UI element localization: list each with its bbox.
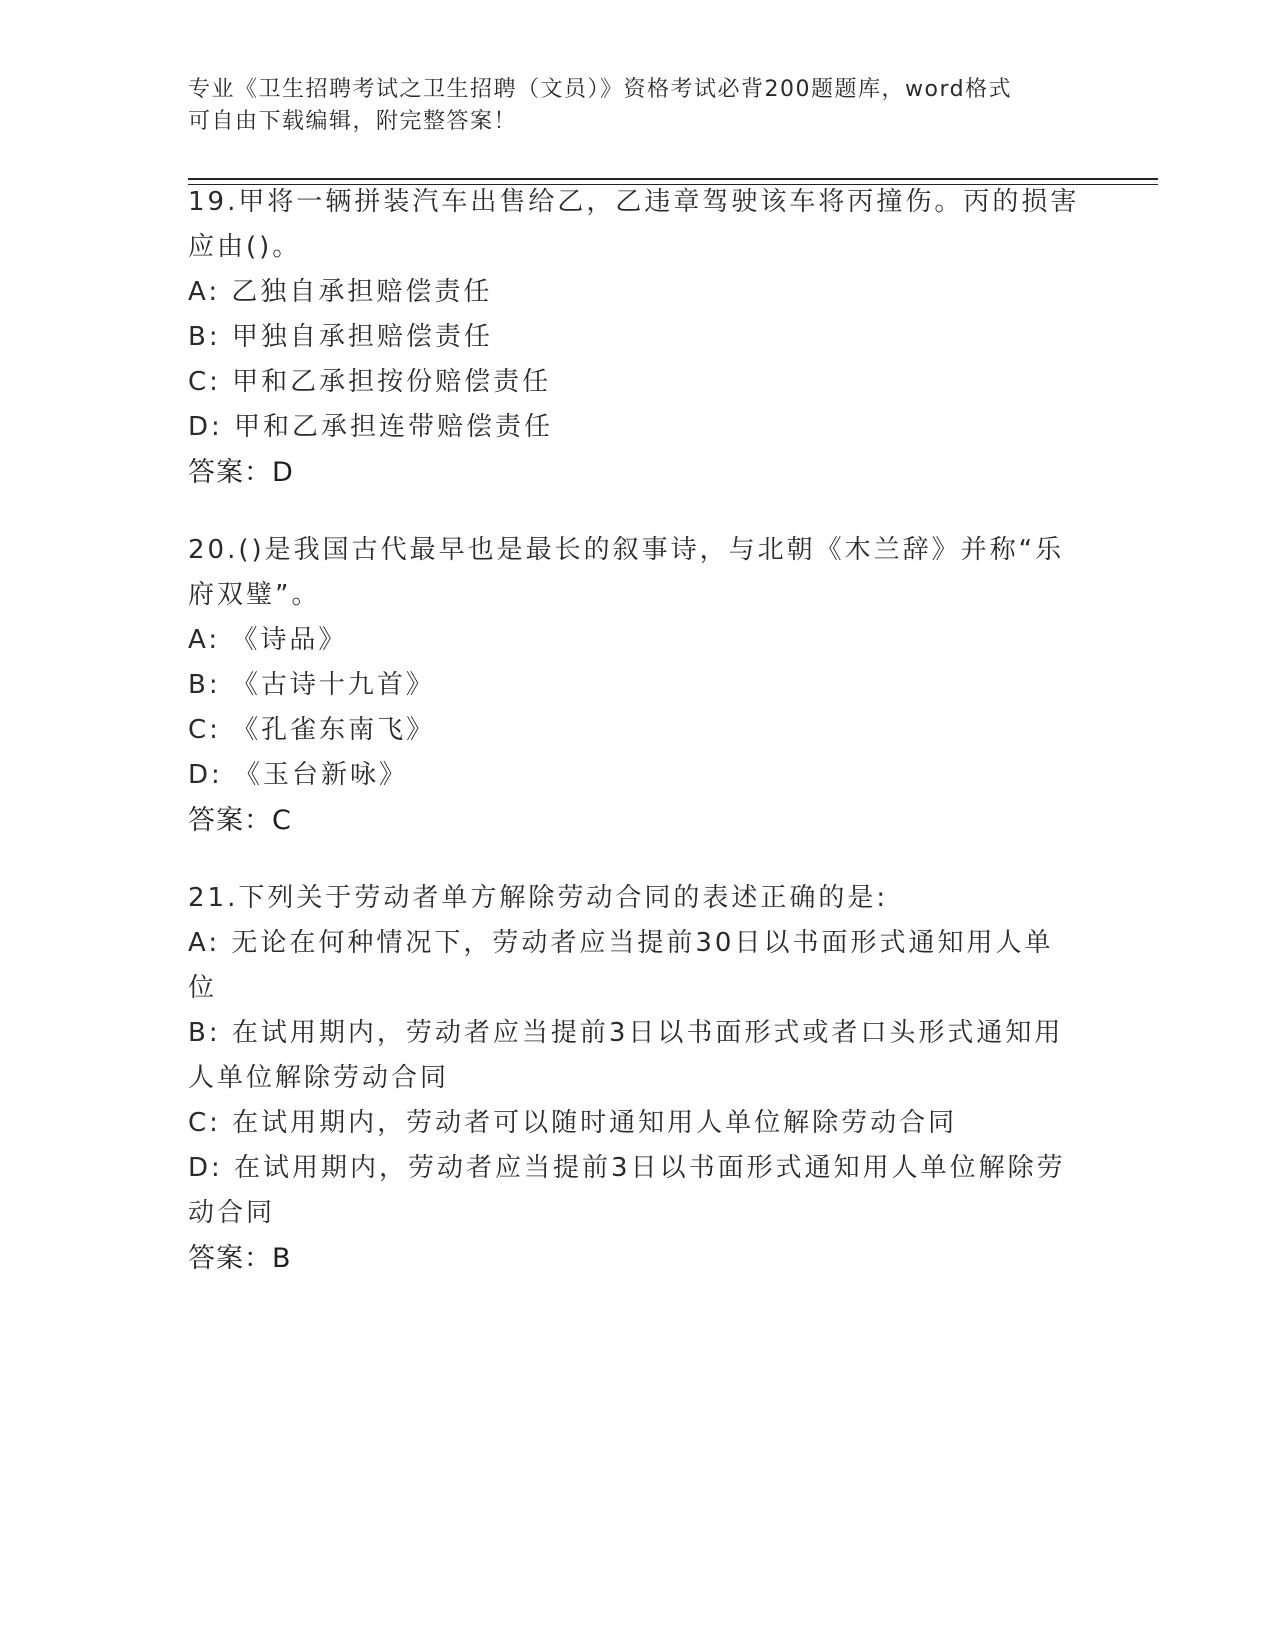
question-text-line: 20.()是我国古代最早也是最长的叙事诗，与北朝《木兰辞》并称“乐 bbox=[188, 535, 1065, 565]
document-header bbox=[188, 74, 1068, 138]
answer-label: 答案： bbox=[188, 457, 272, 488]
option-d-line-1: D: 在试用期内，劳动者应当提前3日以书面形式通知用人单位解除劳 bbox=[188, 1153, 1066, 1183]
question-19 bbox=[188, 180, 1088, 495]
header-line-2: 可自由下载编辑，附完整答案！ bbox=[188, 109, 518, 134]
option-a-line-1: A: 无论在何种情况下，劳动者应当提前30日以书面形式通知用人单 bbox=[188, 928, 1054, 958]
option-c: C: 甲和乙承担按份赔偿责任 bbox=[188, 367, 552, 397]
option-d: D: 《玉台新咏》 bbox=[188, 760, 409, 790]
option-b-line-2: 人单位解除劳动合同 bbox=[188, 1063, 450, 1093]
answer-value: D bbox=[272, 457, 294, 488]
question-text-line: 19.甲将一辆拼装汽车出售给乙，乙违章驾驶该车将丙撞伤。丙的损害 bbox=[188, 187, 1080, 217]
option-a: A: 乙独自承担赔偿责任 bbox=[188, 277, 493, 307]
option-d: D: 甲和乙承担连带赔偿责任 bbox=[188, 412, 554, 442]
header-line-1: 专业《卫生招聘考试之卫生招聘（文员）》资格考试必背200题题库，word格式 bbox=[188, 77, 1013, 102]
option-b: B: 《古诗十九首》 bbox=[188, 670, 435, 700]
option-c: C: 《孔雀东南飞》 bbox=[188, 715, 436, 745]
document-page bbox=[188, 0, 1158, 1650]
answer-label: 答案： bbox=[188, 1243, 272, 1274]
option-b-line-1: B: 在试用期内，劳动者应当提前3日以书面形式或者口头形式通知用 bbox=[188, 1018, 1064, 1048]
answer-label: 答案： bbox=[188, 805, 272, 836]
answer-value: B bbox=[272, 1243, 292, 1274]
question-text-line: 21.下列关于劳动者单方解除劳动合同的表述正确的是: bbox=[188, 883, 889, 913]
question-text-line: 府双璧”。 bbox=[188, 580, 321, 610]
answer-line bbox=[188, 1236, 1088, 1281]
question-20 bbox=[188, 528, 1088, 843]
answer-line bbox=[188, 450, 1088, 495]
option-b: B: 甲独自承担赔偿责任 bbox=[188, 322, 493, 352]
question-21 bbox=[188, 876, 1088, 1281]
option-d-line-2: 动合同 bbox=[188, 1198, 276, 1228]
option-c-line-1: C: 在试用期内，劳动者可以随时通知用人单位解除劳动合同 bbox=[188, 1108, 958, 1138]
question-text-line: 应由()。 bbox=[188, 232, 302, 262]
answer-line bbox=[188, 798, 1088, 843]
answer-value: C bbox=[272, 805, 292, 836]
option-a-line-2: 位 bbox=[188, 973, 218, 1003]
option-a: A: 《诗品》 bbox=[188, 625, 348, 655]
